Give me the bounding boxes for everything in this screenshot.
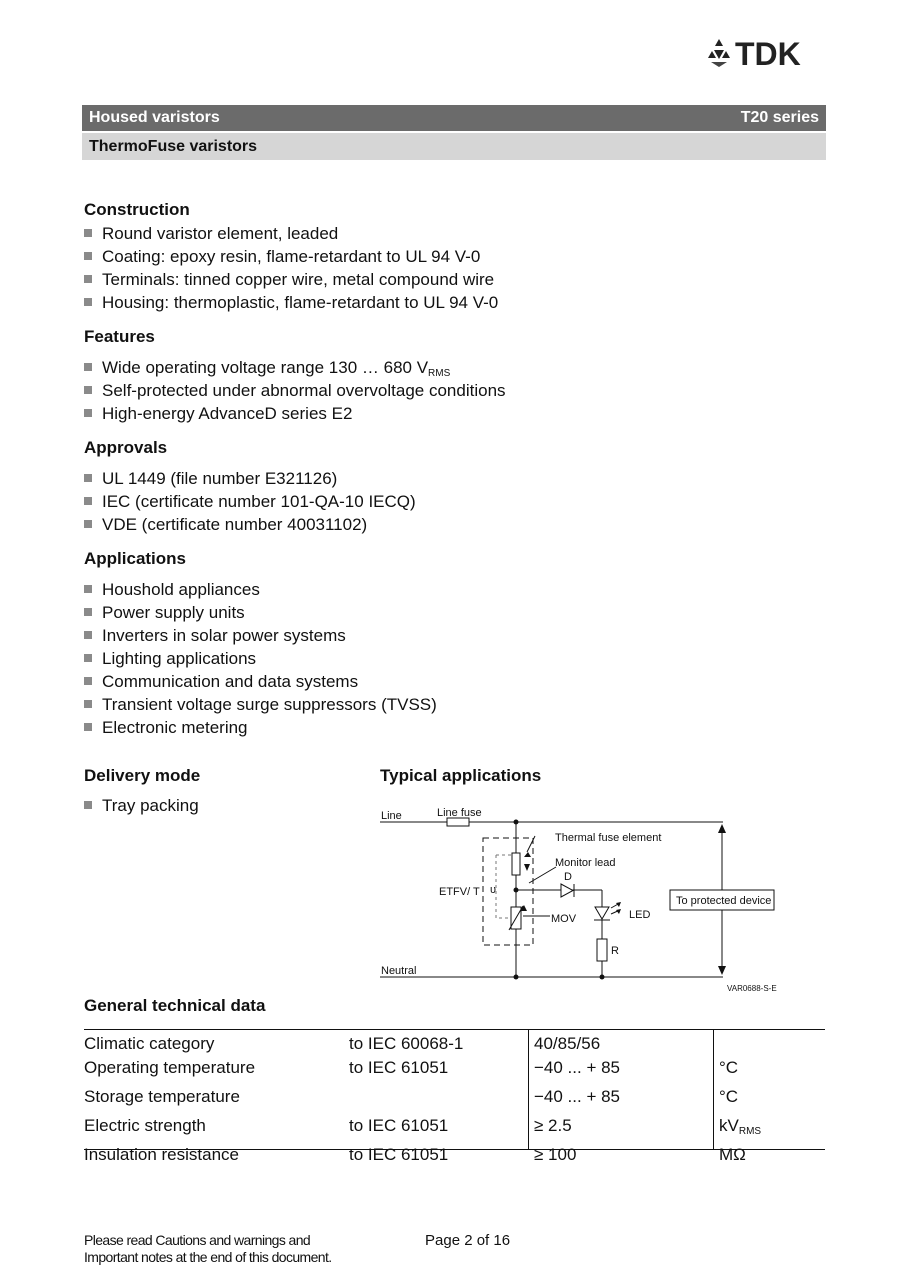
list-item: Tray packing bbox=[84, 794, 344, 817]
circuit-diagram bbox=[378, 800, 798, 1000]
series-title: T20 series bbox=[740, 109, 819, 126]
page-number: Page 2 of 16 bbox=[425, 1232, 511, 1249]
bullet-icon bbox=[84, 497, 92, 505]
list-item: Coating: epoxy resin, flame-retardant to UL 94 V-0 bbox=[84, 245, 724, 268]
list-item: Power supply units bbox=[84, 601, 724, 624]
table-row: Climatic category to IEC 60068-1 40/85/56 bbox=[84, 1034, 601, 1053]
list-item: Round varistor element, leaded bbox=[84, 222, 724, 245]
bullet-icon bbox=[84, 723, 92, 731]
delivery-heading: Delivery mode bbox=[84, 766, 201, 785]
bullet-icon bbox=[84, 229, 92, 237]
category-title: Housed varistors bbox=[89, 109, 220, 126]
spec-table bbox=[84, 1032, 819, 1172]
bullet-icon bbox=[84, 631, 92, 639]
table-row: Insulation resistance to IEC 61051 ≥ 100 MΩ bbox=[84, 1144, 746, 1164]
subtitle-bar bbox=[82, 133, 826, 160]
list-item: Communication and data systems bbox=[84, 670, 724, 693]
list-item: VDE (certificate number 40031102) bbox=[84, 513, 724, 536]
bullet-icon bbox=[84, 474, 92, 482]
features-heading: Features bbox=[84, 327, 155, 346]
approvals-list bbox=[84, 467, 724, 536]
footer-note-line: Important notes at the end of this document. bbox=[84, 1249, 332, 1265]
table-row: Electric strength to IEC 61051 ≥ 2.5 $kV_{RMS}$ bbox=[84, 1115, 762, 1137]
delivery-list bbox=[84, 794, 344, 817]
list-item: Lighting applications bbox=[84, 647, 724, 670]
approvals-heading: Approvals bbox=[84, 438, 168, 457]
construction-heading: Construction bbox=[84, 200, 190, 219]
bullet-icon bbox=[84, 677, 92, 685]
d-label: D bbox=[564, 871, 572, 883]
list-item: High-energy AdvanceD series E2 bbox=[84, 402, 724, 425]
diagram-code: VAR0688-S-E bbox=[727, 984, 777, 993]
led-label: LED bbox=[629, 909, 651, 921]
list-item: Wide operating voltage range 130 … 680 $V_{RMS}$ bbox=[84, 356, 724, 379]
footer-note-line: Please read Cautions and warnings and bbox=[84, 1232, 311, 1248]
list-item: Electronic metering bbox=[84, 716, 724, 739]
header-bar bbox=[82, 105, 826, 131]
subtitle: ThermoFuse varistors bbox=[89, 138, 258, 155]
line-label: Line bbox=[381, 810, 402, 822]
bullet-icon bbox=[84, 608, 92, 616]
applications-list bbox=[84, 578, 724, 739]
table-row: Operating temperature to IEC 61051 −40 ... + 85 °C bbox=[84, 1057, 739, 1077]
bullet-icon bbox=[84, 386, 92, 394]
construction-list bbox=[84, 222, 724, 314]
list-item: IEC (certificate number 101-QA-10 IECQ) bbox=[84, 490, 724, 513]
features-list bbox=[84, 356, 724, 425]
list-item: Terminals: tinned copper wire, metal compound wire bbox=[84, 268, 724, 291]
mov-label: MOV bbox=[551, 913, 577, 925]
applications-heading: Applications bbox=[84, 549, 187, 568]
bullet-icon bbox=[84, 585, 92, 593]
bullet-icon bbox=[84, 700, 92, 708]
bullet-icon bbox=[84, 654, 92, 662]
bullet-icon bbox=[84, 801, 92, 809]
r-label: R bbox=[611, 945, 619, 957]
table-row: Storage temperature −40 ... + 85 °C bbox=[84, 1086, 739, 1106]
bullet-icon bbox=[84, 520, 92, 528]
footer-note bbox=[84, 1232, 404, 1266]
monitor-lead-label: Monitor lead bbox=[555, 857, 616, 869]
typical-heading: Typical applications bbox=[380, 766, 542, 785]
protected-device-label: To protected device bbox=[676, 895, 772, 907]
theta-label: υ bbox=[490, 884, 497, 896]
list-item: Transient voltage surge suppressors (TVSS) bbox=[84, 693, 724, 716]
bullet-icon bbox=[84, 275, 92, 283]
svg-text:TDK: TDK bbox=[735, 38, 801, 68]
tdk-logo bbox=[705, 38, 827, 68]
bullet-icon bbox=[84, 363, 92, 371]
list-item: Self-protected under abnormal overvoltage conditions bbox=[84, 379, 724, 402]
etfv-label: ETFV/ T bbox=[439, 886, 480, 898]
list-item: Inverters in solar power systems bbox=[84, 624, 724, 647]
general-heading: General technical data bbox=[84, 996, 266, 1015]
bullet-icon bbox=[84, 252, 92, 260]
general-table bbox=[84, 1029, 825, 1164]
list-item: Houshold appliances bbox=[84, 578, 724, 601]
bullet-icon bbox=[84, 409, 92, 417]
bullet-icon bbox=[84, 298, 92, 306]
thermal-fuse-label: Thermal fuse element bbox=[555, 832, 662, 844]
list-item: UL 1449 (file number E321126) bbox=[84, 467, 724, 490]
list-item: Housing: thermoplastic, flame-retardant to UL 94 V-0 bbox=[84, 291, 724, 314]
neutral-label: Neutral bbox=[381, 965, 417, 977]
line-fuse-label: Line fuse bbox=[437, 807, 482, 819]
